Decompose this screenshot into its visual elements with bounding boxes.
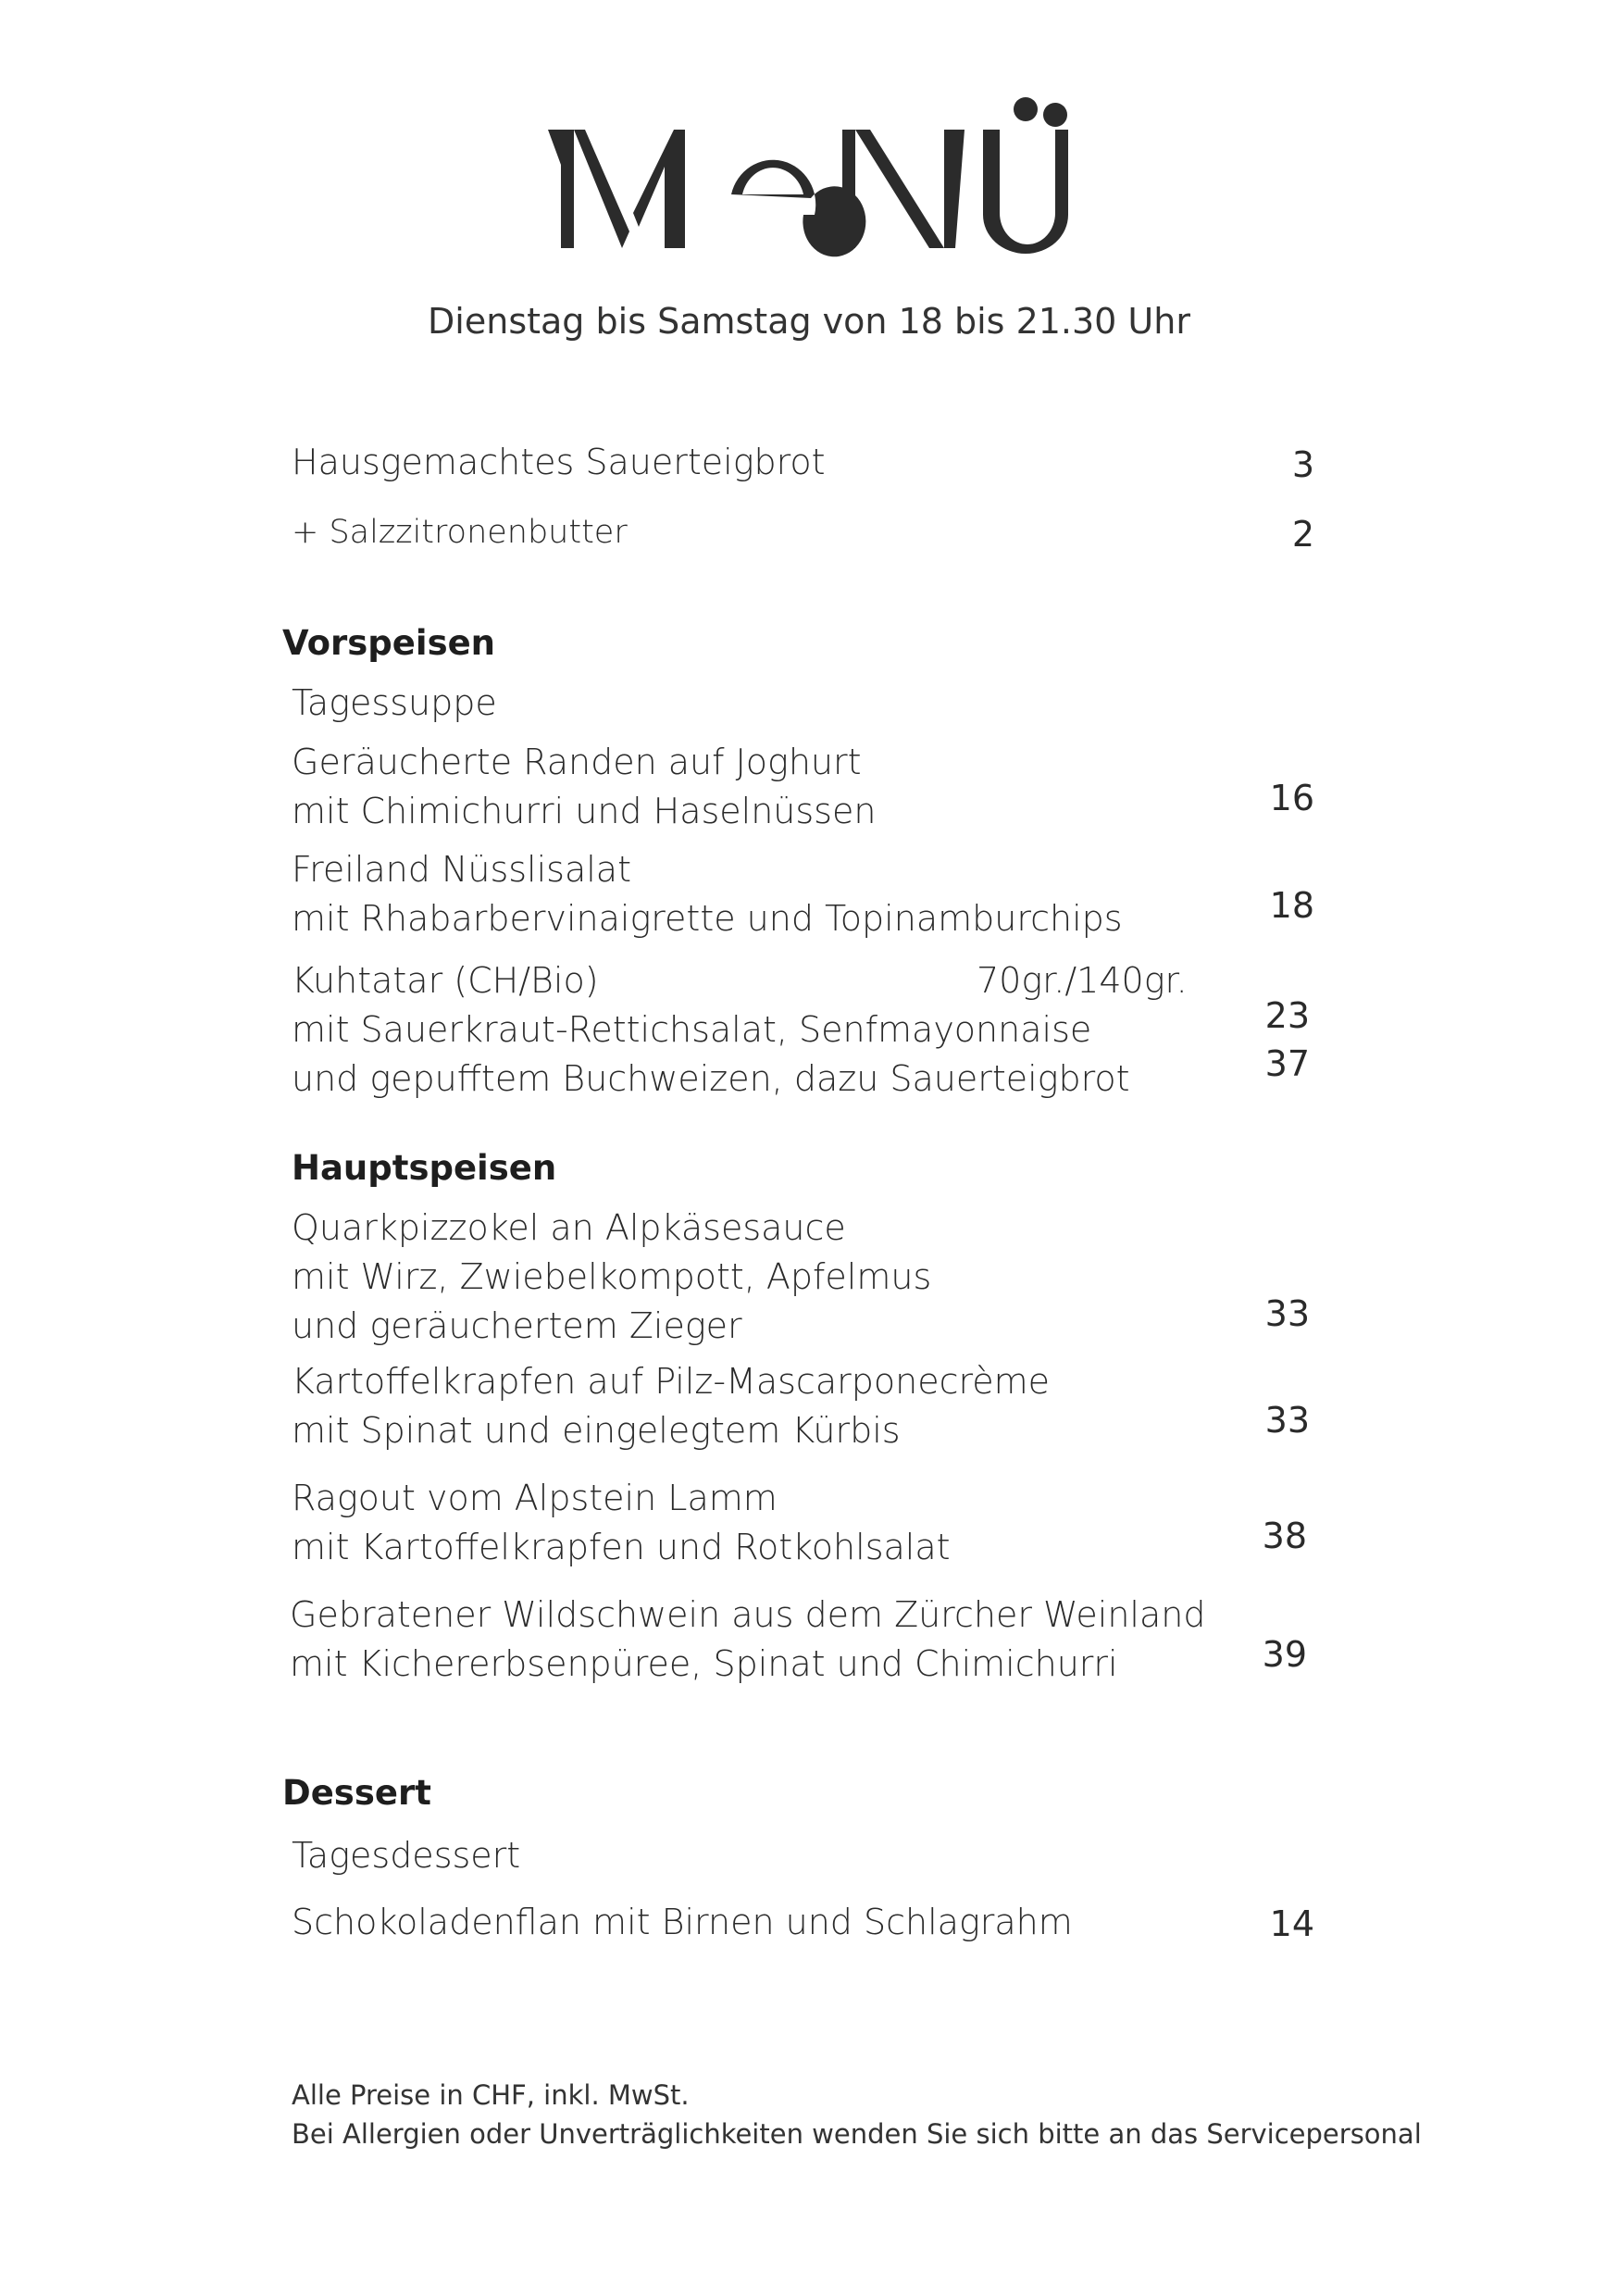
starter-item-description: mit Sauerkraut-Rettichsalat, Senfmayonnaise — [292, 1009, 1092, 1050]
main-item-title: Gebratener Wildschwein aus dem Zürcher Weinland — [290, 1594, 1206, 1635]
footer-price-note: Alle Preise in CHF, inkl. MwSt. — [292, 2079, 690, 2111]
dessert-daily: Tagesdessert — [292, 1835, 521, 1876]
opening-hours: Dienstag bis Samstag von 18 bis 21.30 Uhr — [428, 301, 1190, 342]
starter-item-portion: 70gr./140gr. — [977, 960, 1188, 1001]
bread-item-price: 3 — [1291, 444, 1314, 485]
bread-addon-price: 2 — [1291, 514, 1314, 555]
footer-allergy-note: Bei Allergien oder Unverträglichkeiten wenden Sie sich bitte an das Servicepersonal — [292, 2118, 1422, 2150]
starter-item-price: 18 — [1269, 885, 1314, 926]
main-item-title: Quarkpizzokel an Alpkäsesauce — [292, 1207, 846, 1248]
main-item-description: mit Kartoffelkrapfen und Rotkohlsalat — [292, 1527, 951, 1567]
section-heading-starters: Vorspeisen — [282, 623, 496, 663]
main-item-price: 39 — [1262, 1634, 1307, 1675]
section-heading-dessert: Dessert — [282, 1773, 431, 1813]
starter-item-price-large: 37 — [1264, 1043, 1310, 1084]
main-item-price: 33 — [1264, 1400, 1310, 1441]
section-heading-mains: Hauptspeisen — [292, 1148, 557, 1188]
bread-item-name: Hausgemachtes Sauerteigbrot — [292, 442, 826, 482]
starter-item-title: Geräucherte Randen auf Joghurt — [292, 742, 862, 782]
main-item-description: mit Kichererbsenpüree, Spinat und Chimichurri — [290, 1643, 1118, 1684]
main-item-title: Kartoffelkrapfen auf Pilz-Mascarponecrème — [292, 1361, 1051, 1402]
bread-addon-name: + Salzzitronenbutter — [292, 514, 628, 551]
starter-item-description: mit Rhabarbervinaigrette und Topinamburchips — [292, 898, 1123, 939]
dessert-item-title: Schokoladenflan mit Birnen und Schlagrahm — [292, 1902, 1073, 1942]
starter-item-description: und gepufftem Buchweizen, dazu Sauerteigbrot — [292, 1058, 1130, 1099]
starter-daily-soup: Tagessuppe — [292, 682, 497, 723]
dessert-item-price: 14 — [1269, 1903, 1314, 1944]
starter-item-title: Kuhtatar (CH/Bio) — [292, 960, 599, 1001]
menu-title-wordmark — [537, 93, 1092, 268]
starter-item-price: 16 — [1269, 778, 1314, 818]
starter-item-price-small: 23 — [1264, 995, 1310, 1036]
menu-title-logo — [537, 93, 1092, 268]
main-item-description: und geräuchertem Zieger — [292, 1305, 742, 1346]
main-item-title: Ragout vom Alpstein Lamm — [292, 1478, 778, 1518]
starter-item-title: Freiland Nüsslisalat — [292, 849, 631, 890]
main-item-price: 33 — [1264, 1293, 1310, 1334]
main-item-description: mit Wirz, Zwiebelkompott, Apfelmus — [292, 1256, 932, 1297]
main-item-description: mit Spinat und eingelegtem Kürbis — [292, 1410, 901, 1451]
starter-item-description: mit Chimichurri und Haselnüssen — [292, 791, 877, 831]
main-item-price: 38 — [1262, 1516, 1307, 1556]
